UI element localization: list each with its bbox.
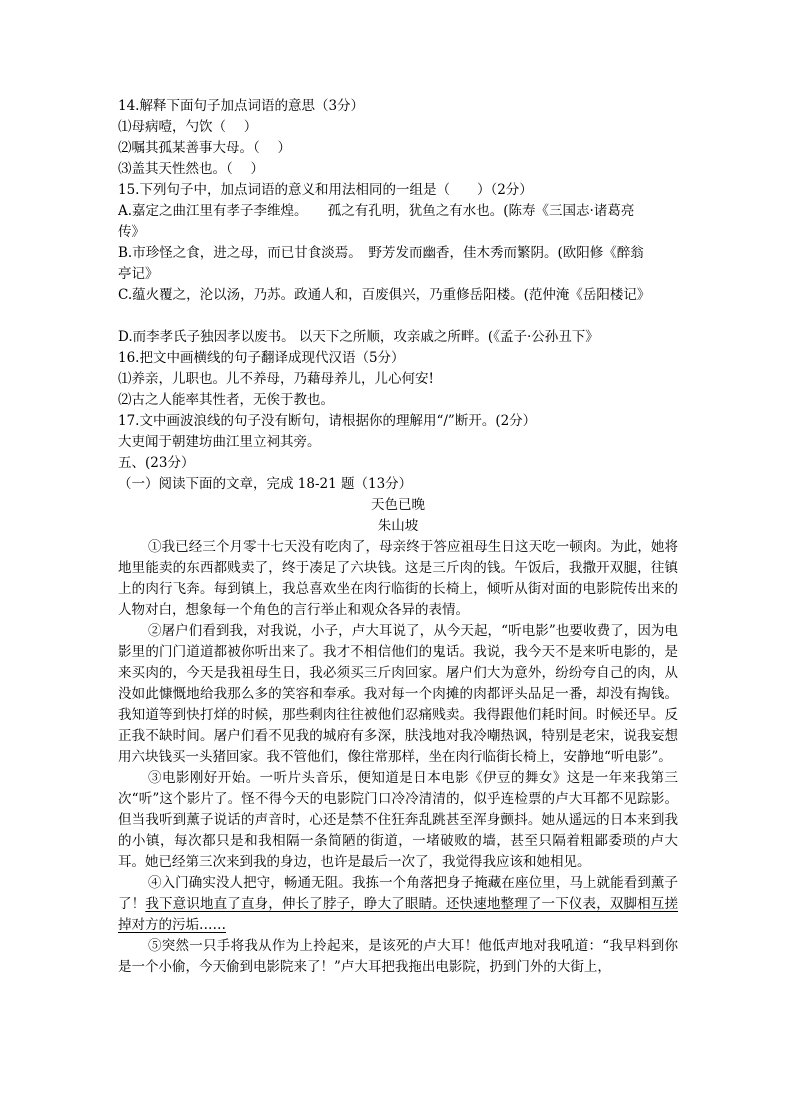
q15-option-a-line1: A.嘉定之曲江里有孝子李维煌。 孤之有孔明，犹鱼之有水也。(陈寿《三国志·诸葛亮	[118, 203, 635, 219]
q14-item-3: ⑶盖其天性然也。（ ）	[118, 161, 265, 177]
q15-option-b-line1: B.市珍怪之食，进之母，而已甘食淡焉。 野芳发而幽香，佳木秀而繁阴。(欧阳修《醉翁	[118, 245, 644, 261]
q14-title: 14.解释下面句子加点词语的意思（3分）	[118, 98, 365, 114]
exam-page	[118, 96, 678, 978]
q14-item-1: ⑴母病噎，勺饮（ ）	[118, 119, 258, 135]
q16-item-2: ⑵古之人能率其性者，无俟于教也。	[118, 392, 334, 408]
q17-title: 17.文中画波浪线的句子没有断句，请根据你的理解用“/”断开。(2分）	[118, 413, 537, 429]
article-author: 朱山坡	[377, 518, 419, 534]
q16-item-1: ⑴养亲，儿职也。儿不养母，乃藉母养儿，儿心何安!	[118, 371, 434, 387]
article-paragraph-2: ②屠户们看到我，对我说，小子，卢大耳说了，从今天起，“听电影”也要收费了，因为电影里的门门道道都被你听出来了。我才不相信他们的鬼话。我说，我今天不是来听电影的，是来买肉的，今天是我祖母生日，我必须买三斤肉回家。屠户们大为意外，纷纷夸自己的肉，从没如此慷慨地给我那么多的笑容和奉承。我对每一个肉摊的肉都评头品足一番，却没有掏钱。我知道等到快打烊的时候，那些剩肉往往被他们忍痛贱卖。我得跟他们耗时间。时候还早。反正我不缺时间。屠户们看不见我的城府有多深，肤浅地对我冷嘲热讽，特别是老宋，说我妄想用六块钱买一头猪回家。我不管他们，像往常那样，坐在肉行临街长椅上，安静地“听电影”。	[118, 623, 678, 765]
q15-option-a-line2: 传》	[118, 224, 145, 240]
q15-option-c: C.蕴火覆之，沦以汤，乃苏。政通人和，百废俱兴，乃重修岳阳楼。(范仲淹《岳阳楼记》	[118, 287, 651, 303]
q16-title: 16.把文中画横线的句子翻译成现代汉语（5分）	[118, 350, 405, 366]
paragraph-4-underlined-text: 我下意识地直了直身，伸长了脖子，睁大了眼睛。还快速地整理了一下仪表，双脚相互搓掉对方的污垢……	[118, 896, 679, 933]
article-title: 天色已晚	[371, 497, 425, 513]
q14-item-2: ⑵嘱其孤某善事大母。（ ）	[118, 140, 292, 156]
article-paragraph-3: ③电影刚好开始。一听片头音乐，便知道是日本电影《伊豆的舞女》这是一年来我第三次“听”这个影片了。怪不得今天的电影院门口冷冷清清的，似乎连检票的卢大耳都不见踪影。但当我听到薰子说话的声音时，心还是禁不住狂奔乱跳甚至浑身颤抖。她从遥远的日本来到我的小镇，每次都只是和我相隔一条简陋的街道，一堵破败的墙，甚至只隔着粗鄙委琐的卢大耳。她已经第三次来到我的身边，也许是最后一次了，我觉得我应该和她相见。	[118, 770, 678, 870]
article-paragraph-5: ⑤突然一只手将我从作为上拎起来，是该死的卢大耳！他低声地对我吼道：“我早料到你是一个小偷，今天偷到电影院来了！”卢大耳把我拖出电影院，扔到门外的大街上，	[118, 938, 678, 975]
paragraph-4-text: ④入门确实没人把守，畅通无阻。我拣一个角落把身子掩藏在座位里，马上就能看到薰子了！	[118, 875, 678, 912]
q15-option-b-line2: 亭记》	[118, 266, 159, 282]
q17-sentence: 大吏闻于朝建坊曲江里立祠其旁。	[118, 434, 321, 450]
q15-title: 15.下列句子中，加点词语的意义和用法相同的一组是（ ）（2分）	[118, 182, 533, 198]
article-paragraph-1: ①我已经三个月零十七天没有吃肉了，母亲终于答应祖母生日这天吃一顿肉。为此，她将地里能卖的东西都贱卖了，终于凑足了六块钱。这是三斤肉的钱。午饭后，我撒开双腿，往镇上的肉行飞奔。每到镇上，我总喜欢坐在肉行临街的长椅上，倾听从街对面的电影院传出来的人物对白，想象每一个角色的言行举止和观众各异的表情。	[118, 539, 678, 618]
section-five-header: 五、(23分）	[118, 455, 195, 471]
article-paragraph-4	[118, 873, 678, 936]
section-five-subheader: （一）阅读下面的文章，完成 18-21 题（13分）	[118, 476, 413, 492]
spacer	[118, 306, 678, 327]
q15-option-d: D.而李孝氏子独因孝以废书。 以天下之所顺，攻亲戚之所畔。(《孟子·公孙丑下》	[118, 329, 599, 345]
